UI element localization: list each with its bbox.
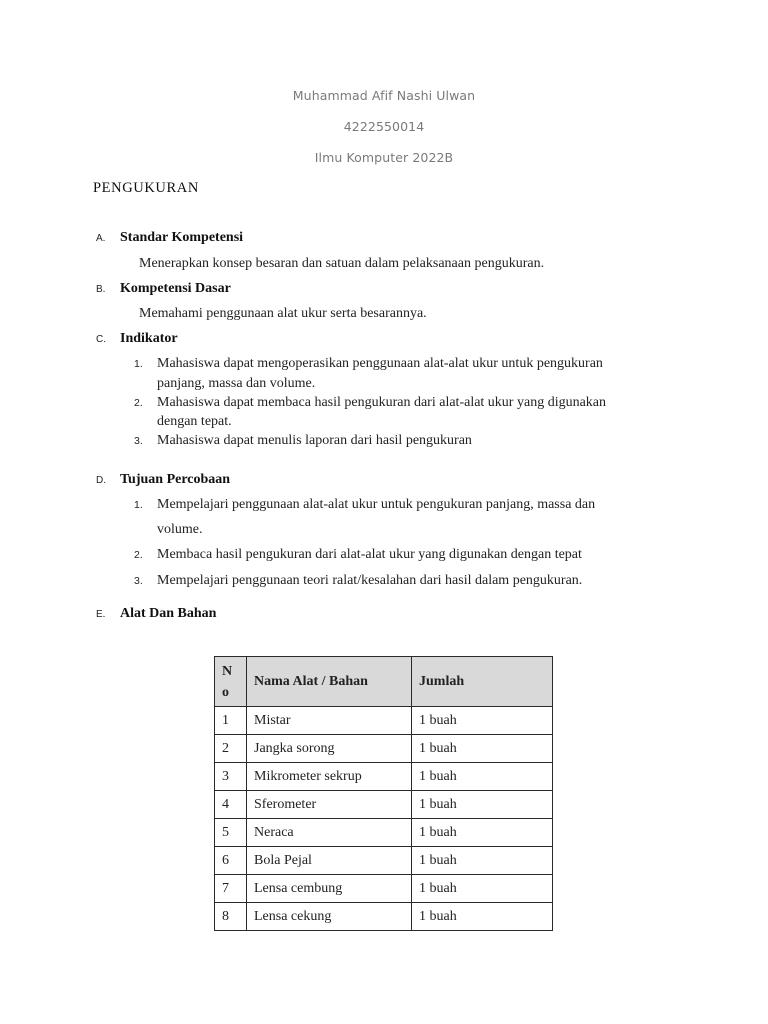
header-qty: Jumlah — [412, 657, 553, 707]
list-number: 3. — [134, 435, 143, 447]
list-number: 2. — [134, 397, 143, 409]
cell-no: 8 — [215, 903, 247, 931]
section-e-heading: Alat Dan Bahan — [120, 606, 217, 621]
table-row — [215, 763, 553, 791]
author-name: Muhammad Afif Nashi Ulwan — [292, 88, 476, 103]
list-text: Mahasiswa dapat menulis laporan dari hasil pengukuran — [157, 433, 472, 448]
list-text: dengan tepat. — [157, 414, 232, 429]
list-number: 2. — [134, 549, 143, 561]
list-text: panjang, massa dan volume. — [157, 376, 316, 391]
list-text: Mempelajari penggunaan alat-alat ukur untuk pengukuran panjang, massa dan — [157, 497, 596, 512]
list-number: 1. — [134, 499, 143, 511]
table-row — [215, 707, 553, 735]
cell-no: 4 — [215, 791, 247, 819]
section-a-text: Menerapkan konsep besaran dan satuan dalam pelaksanaan pengukuran. — [139, 256, 545, 271]
cell-no: 5 — [215, 819, 247, 847]
section-c-letter: C. — [96, 334, 106, 345]
cell-name: Lensa cembung — [247, 875, 412, 903]
cell-no: 3 — [215, 763, 247, 791]
table-row — [215, 903, 553, 931]
section-b-text: Memahami penggunaan alat ukur serta besarannya. — [139, 306, 427, 321]
cell-name: Neraca — [247, 819, 412, 847]
table-row — [215, 735, 553, 763]
list-number: 3. — [134, 575, 143, 587]
cell-name: Bola Pejal — [247, 847, 412, 875]
section-a-letter: A. — [96, 233, 106, 244]
section-b-letter: B. — [96, 284, 106, 295]
equipment-table — [214, 656, 553, 931]
cell-qty: 1 buah — [412, 903, 553, 931]
header-no-line1: N — [222, 663, 233, 679]
document-title: PENGUKURAN — [93, 180, 199, 196]
section-b-heading: Kompetensi Dasar — [120, 281, 231, 296]
section-c-heading: Indikator — [120, 331, 178, 346]
header-no-line2: o — [222, 684, 229, 700]
table-header-row — [215, 657, 553, 707]
cell-qty: 1 buah — [412, 847, 553, 875]
list-text: Mahasiswa dapat mengoperasikan penggunaan alat-alat ukur untuk pengukuran — [157, 356, 603, 371]
list-text: Membaca hasil pengukuran dari alat-alat ukur yang digunakan dengan tepat — [157, 547, 582, 562]
cell-qty: 1 buah — [412, 735, 553, 763]
cell-name: Mikrometer sekrup — [247, 763, 412, 791]
cell-name: Lensa cekung — [247, 903, 412, 931]
table-row — [215, 847, 553, 875]
section-a-heading: Standar Kompetensi — [120, 230, 244, 245]
cell-qty: 1 buah — [412, 819, 553, 847]
cell-name: Sferometer — [247, 791, 412, 819]
cell-name: Jangka sorong — [247, 735, 412, 763]
class-name: Ilmu Komputer 2022B — [314, 150, 454, 165]
table-row — [215, 875, 553, 903]
table-row — [215, 791, 553, 819]
cell-qty: 1 buah — [412, 791, 553, 819]
cell-qty: 1 buah — [412, 875, 553, 903]
student-id: 4222550014 — [343, 119, 425, 134]
list-number: 1. — [134, 358, 143, 370]
list-text: volume. — [157, 522, 203, 537]
list-text: Mempelajari penggunaan teori ralat/kesalahan dari hasil dalam pengukuran. — [157, 573, 583, 588]
section-d-heading: Tujuan Percobaan — [120, 472, 231, 487]
header-no — [215, 657, 247, 707]
cell-qty: 1 buah — [412, 707, 553, 735]
cell-no: 6 — [215, 847, 247, 875]
table-row — [215, 819, 553, 847]
section-e-letter: E. — [96, 609, 106, 620]
cell-no: 2 — [215, 735, 247, 763]
header-name: Nama Alat / Bahan — [247, 657, 412, 707]
cell-no: 1 — [215, 707, 247, 735]
cell-no: 7 — [215, 875, 247, 903]
cell-qty: 1 buah — [412, 763, 553, 791]
list-text: Mahasiswa dapat membaca hasil pengukuran dari alat-alat ukur yang digunakan — [157, 395, 607, 410]
cell-name: Mistar — [247, 707, 412, 735]
section-d-letter: D. — [96, 475, 106, 486]
